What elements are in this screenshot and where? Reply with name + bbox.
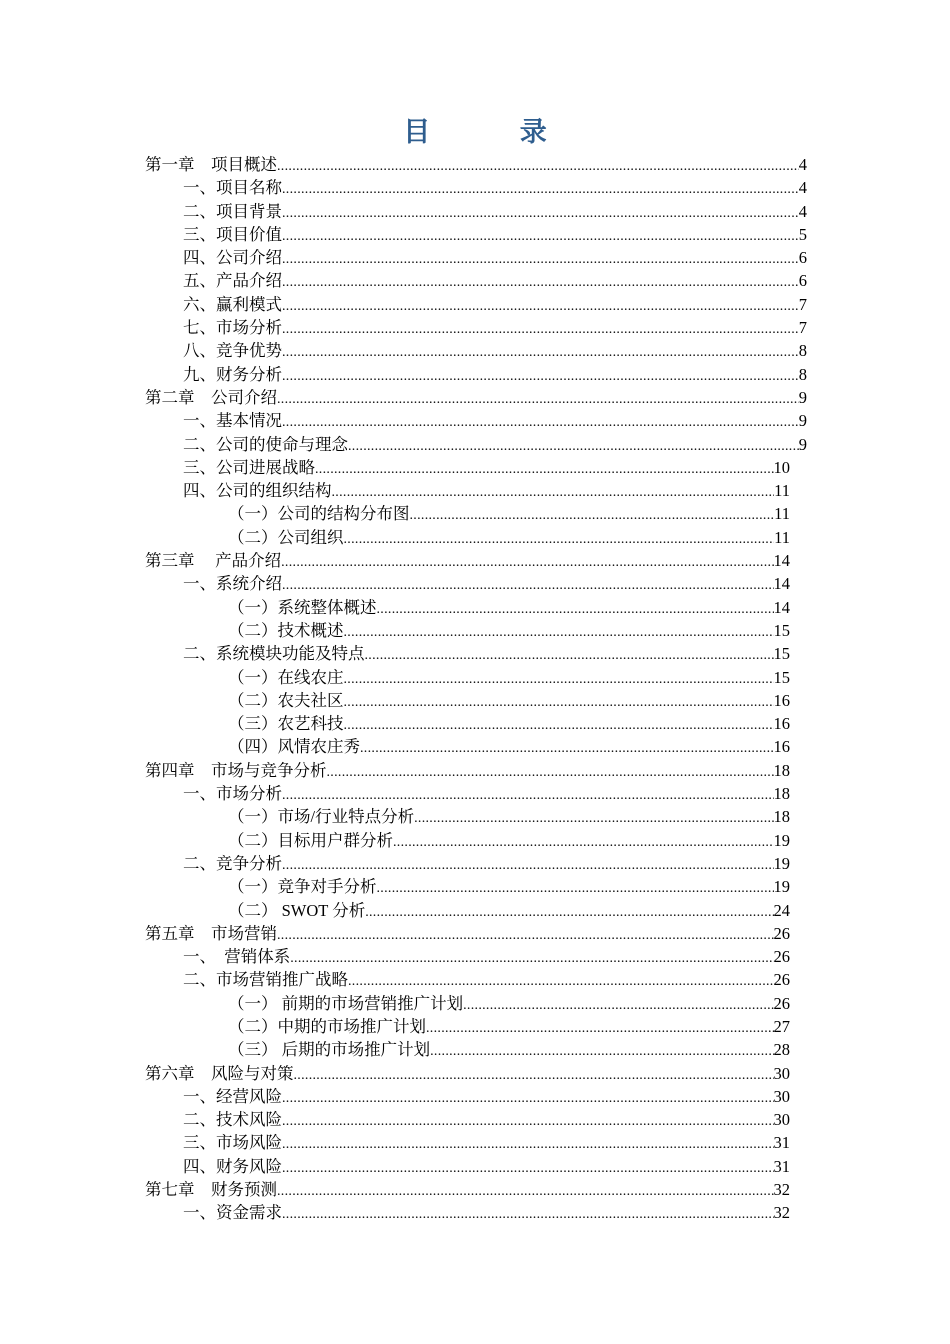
toc-entry-page-number: 28 [773, 1040, 790, 1060]
toc-entry[interactable] [145, 246, 807, 269]
toc-entry[interactable] [145, 712, 790, 735]
toc-entry-label: （三） 后期的市场推广计划 [228, 1040, 431, 1060]
toc-entry-label: （一）竞争对手分析 [228, 877, 377, 897]
toc-entry-page-number: 31 [773, 1133, 790, 1153]
toc-entry[interactable] [145, 1062, 790, 1085]
toc-entry-page-number: 24 [773, 900, 790, 920]
toc-dot-leader [365, 901, 773, 924]
toc-entry-label: （一）市场/行业特点分析 [228, 807, 415, 827]
toc-dot-leader [360, 737, 774, 760]
toc-dot-leader [277, 388, 799, 411]
toc-entry[interactable] [145, 1085, 790, 1108]
toc-entry-page-number: 9 [798, 411, 807, 431]
toc-dot-leader [282, 178, 799, 201]
toc-entry-page-number: 26 [773, 923, 790, 943]
toc-entry-page-number: 26 [773, 970, 790, 990]
toc-entry-page-number: 31 [773, 1156, 790, 1176]
toc-entry-label: 第二章 公司介绍 [145, 387, 277, 407]
toc-entry[interactable] [145, 759, 790, 782]
toc-entry[interactable] [145, 1108, 790, 1131]
toc-dot-leader [282, 202, 799, 225]
toc-dot-leader [282, 1087, 774, 1110]
toc-entry-label: （一）在线农庄 [228, 667, 344, 687]
toc-dot-leader [277, 924, 774, 947]
toc-entry-label: 二、项目背景 [183, 201, 282, 221]
toc-entry-label: 第三章 产品介绍 [145, 551, 282, 571]
toc-entry[interactable] [145, 456, 790, 479]
toc-entry-label: （二）农夫社区 [228, 690, 344, 710]
toc-dot-leader [282, 248, 799, 271]
toc-dot-leader [294, 1064, 774, 1087]
toc-entry[interactable] [145, 386, 807, 409]
toc-entry[interactable] [145, 479, 790, 502]
toc-entry-label: 九、财务分析 [183, 364, 282, 384]
toc-entry[interactable] [145, 875, 790, 898]
toc-entry[interactable] [145, 200, 807, 223]
toc-entry-label: 六、赢利模式 [183, 294, 282, 314]
toc-entry-label: 一、 营销体系 [183, 947, 291, 967]
toc-entry-label: 第五章 市场营销 [145, 923, 277, 943]
toc-dot-leader [282, 784, 774, 807]
toc-entry-page-number: 11 [774, 481, 790, 501]
toc-entry[interactable] [145, 549, 790, 572]
toc-entry[interactable] [145, 293, 807, 316]
toc-entry-page-number: 32 [773, 1203, 790, 1223]
toc-entry-label: 一、系统介绍 [183, 574, 282, 594]
toc-entry-label: （一） 前期的市场营销推广计划 [228, 993, 464, 1013]
toc-entry-label: 二、技术风险 [183, 1110, 282, 1130]
toc-dot-leader [282, 854, 774, 877]
toc-entry[interactable] [145, 829, 790, 852]
toc-entry-page-number: 11 [774, 504, 790, 524]
toc-entry[interactable] [145, 899, 790, 922]
toc-entry-label: 三、市场风险 [183, 1133, 282, 1153]
toc-entry-page-number: 5 [798, 224, 807, 244]
toc-entry-page-number: 32 [773, 1180, 790, 1200]
toc-entry-label: （二）目标用户群分析 [228, 830, 393, 850]
toc-entry[interactable] [145, 223, 807, 246]
toc-dot-leader [282, 341, 799, 364]
toc-dot-leader [377, 598, 774, 621]
toc-entry-page-number: 4 [798, 155, 807, 174]
toc-dot-leader [393, 831, 774, 854]
toc-dot-leader [277, 155, 799, 178]
toc-entry-label: 二、系统模块功能及特点 [183, 644, 365, 664]
toc-entry-label: 七、市场分析 [183, 318, 282, 338]
toc-entry-page-number: 16 [773, 714, 790, 734]
toc-entry-label: 二、竞争分析 [183, 853, 282, 873]
toc-entry-page-number: 19 [773, 830, 790, 850]
toc-entry-label: （二）中期的市场推广计划 [228, 1016, 426, 1036]
toc-entry[interactable] [145, 572, 790, 595]
toc-entry-page-number: 18 [773, 807, 790, 827]
toc-entry-page-number: 15 [773, 620, 790, 640]
toc-entry-page-number: 30 [773, 1086, 790, 1106]
toc-entry[interactable] [145, 1201, 790, 1224]
toc-entry-page-number: 26 [773, 947, 790, 967]
toc-entry[interactable] [145, 409, 807, 432]
toc-entry-label: 一、经营风险 [183, 1086, 282, 1106]
toc-entry-page-number: 16 [773, 737, 790, 757]
toc-entry[interactable] [145, 1038, 790, 1061]
toc-entry[interactable] [145, 852, 790, 875]
toc-dot-leader [282, 225, 799, 248]
toc-dot-leader [344, 528, 775, 551]
toc-entry-label: 一、项目名称 [183, 178, 282, 198]
toc-entry-label: 第六章 风险与对策 [145, 1063, 294, 1083]
toc-entry-label: （二） SWOT 分析 [228, 900, 366, 920]
toc-dot-leader [344, 714, 774, 737]
toc-entry-page-number: 15 [773, 644, 790, 664]
toc-entry[interactable] [145, 992, 790, 1015]
toc-entry-page-number: 11 [774, 527, 790, 547]
toc-dot-leader [327, 761, 774, 784]
toc-entry-label: 一、基本情况 [183, 411, 282, 431]
toc-dot-leader [430, 1040, 773, 1063]
toc-entry-label: 三、项目价值 [183, 224, 282, 244]
toc-dot-leader [282, 411, 799, 434]
toc-entry-page-number: 18 [773, 784, 790, 804]
toc-entry[interactable] [145, 596, 790, 619]
toc-entry[interactable] [145, 1178, 790, 1201]
toc-entry[interactable] [145, 619, 790, 642]
toc-entry-page-number: 7 [798, 318, 807, 338]
toc-entry[interactable] [145, 642, 790, 665]
toc-dot-leader [426, 1017, 774, 1040]
toc-entry-page-number: 6 [798, 271, 807, 291]
toc-dot-leader [282, 574, 774, 597]
toc-entry[interactable] [145, 433, 807, 456]
toc-entry-page-number: 14 [773, 574, 790, 594]
toc-entry-label: （二）技术概述 [228, 620, 344, 640]
toc-dot-leader [344, 691, 774, 714]
toc-dot-leader [414, 807, 773, 830]
toc-title: 目 录 [403, 117, 587, 148]
toc-entry-page-number: 18 [773, 760, 790, 780]
toc-entry-label: （一）系统整体概述 [228, 597, 377, 617]
toc-entry-page-number: 19 [773, 853, 790, 873]
toc-entry-page-number: 7 [798, 294, 807, 314]
toc-entry-label: （二）公司组织 [228, 527, 344, 547]
toc-entry-label: （四）风情农庄秀 [228, 737, 360, 757]
toc-entry-page-number: 4 [798, 201, 807, 221]
toc-entry[interactable] [145, 782, 790, 805]
toc-dot-leader [282, 271, 799, 294]
toc-dot-leader [377, 877, 774, 900]
toc-dot-leader [282, 1203, 774, 1226]
toc-entry-page-number: 14 [773, 551, 790, 571]
toc-dot-leader [281, 551, 773, 574]
toc-entry-label: 四、财务风险 [183, 1156, 282, 1176]
toc-dot-leader [348, 970, 774, 993]
toc-entry[interactable] [145, 153, 807, 176]
toc-entry-page-number: 26 [773, 993, 790, 1013]
toc-entry-page-number: 30 [773, 1063, 790, 1083]
toc-entry[interactable] [145, 922, 790, 945]
toc-entry-label: 五、产品介绍 [183, 271, 282, 291]
toc-entry[interactable] [145, 363, 807, 386]
toc-entry-page-number: 6 [798, 248, 807, 268]
toc-entry-label: 二、市场营销推广战略 [183, 970, 348, 990]
toc-entry-page-number: 8 [798, 364, 807, 384]
toc-entry-page-number: 19 [773, 877, 790, 897]
toc-entry-page-number: 27 [773, 1016, 790, 1036]
toc-entry-label: 八、竞争优势 [183, 341, 282, 361]
toc-dot-leader [332, 481, 775, 504]
toc-entry[interactable] [145, 339, 807, 362]
toc-entry-label: 第一章 项目概述 [145, 155, 277, 174]
toc-dot-leader [277, 1180, 774, 1203]
toc-entry-label: 一、市场分析 [183, 784, 282, 804]
toc-dot-leader [463, 994, 773, 1017]
toc-entry[interactable] [145, 1155, 790, 1178]
toc-entry[interactable] [145, 1015, 790, 1038]
toc-entry[interactable] [145, 316, 807, 339]
toc-entry[interactable] [145, 805, 790, 828]
toc-entry-label: 一、资金需求 [183, 1203, 282, 1223]
toc-entry-page-number: 30 [773, 1110, 790, 1130]
toc-entry-label: 第四章 市场与竞争分析 [145, 760, 327, 780]
toc-dot-leader [410, 504, 775, 527]
toc-entry[interactable] [145, 502, 790, 525]
toc-dot-leader [282, 318, 799, 341]
toc-dot-leader [282, 1110, 774, 1133]
toc-entry[interactable] [145, 269, 807, 292]
toc-entry-page-number: 9 [798, 434, 807, 454]
toc-entry[interactable] [145, 526, 790, 549]
toc-entry-page-number: 10 [773, 457, 790, 477]
toc-entry-label: 四、公司的组织结构 [183, 481, 332, 501]
toc-entry[interactable] [145, 945, 790, 968]
toc-entry-label: 二、公司的使命与理念 [183, 434, 348, 454]
toc-entry-page-number: 16 [773, 690, 790, 710]
toc-dot-leader [315, 458, 774, 481]
toc-entry-page-number: 14 [773, 597, 790, 617]
toc-dot-leader [282, 1133, 774, 1156]
toc-dot-leader [282, 1157, 774, 1180]
toc-entry[interactable] [145, 666, 790, 689]
toc-dot-leader [290, 947, 773, 970]
toc-dot-leader [282, 295, 799, 318]
toc-entry-page-number: 9 [798, 387, 807, 407]
toc-entry[interactable] [145, 735, 790, 758]
toc-entry-label: 第七章 财务预测 [145, 1180, 277, 1200]
toc-entry[interactable] [145, 1131, 790, 1154]
toc-entry-label: （一）公司的结构分布图 [228, 504, 410, 524]
toc-entry-page-number: 4 [798, 178, 807, 198]
toc-dot-leader [282, 365, 799, 388]
toc-dot-leader [344, 668, 774, 691]
toc-entry-page-number: 15 [773, 667, 790, 687]
toc-dot-leader [348, 435, 799, 458]
table-of-contents [145, 153, 807, 1225]
toc-entry-label: 四、公司介绍 [183, 248, 282, 268]
toc-entry-page-number: 8 [798, 341, 807, 361]
toc-entry-label: 三、公司进展战略 [183, 457, 315, 477]
toc-entry-label: （三）农艺科技 [228, 714, 344, 734]
toc-dot-leader [344, 621, 774, 644]
toc-dot-leader [365, 644, 774, 667]
toc-entry[interactable] [145, 689, 790, 712]
toc-entry[interactable] [145, 968, 790, 991]
toc-entry[interactable] [145, 176, 807, 199]
